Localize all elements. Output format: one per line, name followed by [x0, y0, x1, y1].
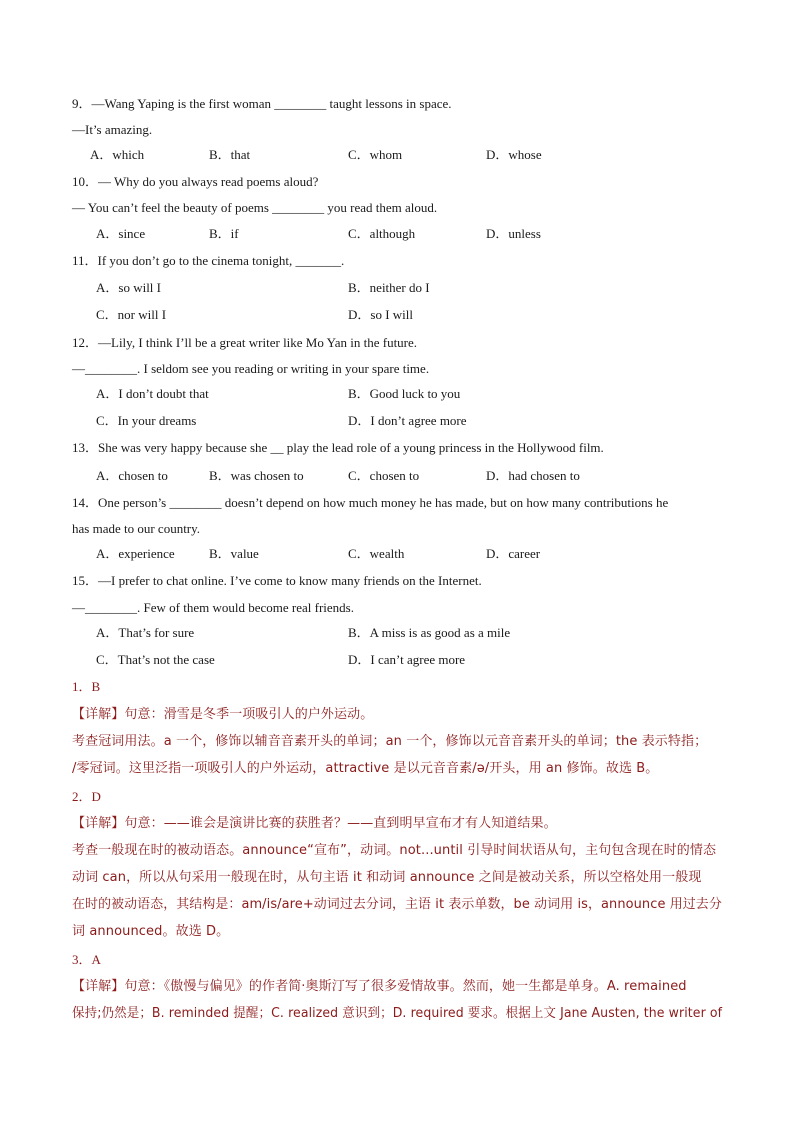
option-c: C．chosen to [348, 468, 420, 483]
option-a: A．experience [96, 546, 175, 561]
option-a: A．since [96, 226, 146, 241]
option-b: B．A miss is as good as a mile [348, 625, 511, 640]
option-b: B．value [209, 546, 259, 561]
answer-explanation-line: 考查冠词用法。a 一个，修饰以辅音音素开头的单词；an 一个，修饰以元音音素开头的单词；the 表示特指； [72, 734, 708, 749]
answer-explanation-line: 【详解】句意：滑雪是冬季一项吸引人的户外运动。 [72, 707, 374, 722]
answer-explanation-line: 【详解】句意：——谁会是演讲比赛的获胜者？——直到明早宣布才有人知道结果。 [72, 816, 557, 831]
answer-explanation-line: 词 announced。故选 D。 [72, 924, 230, 939]
option-c: C．wealth [348, 546, 405, 561]
question-stem: 14．One person’s ________ doesn’t depend on how much money he has made, but on how many contributions he [72, 495, 669, 510]
option-b: B．neither do I [348, 280, 430, 295]
option-a: A．so will I [96, 280, 162, 295]
question-stem: 10．— Why do you always read poems aloud? [72, 174, 319, 189]
answer-number: 1．B [72, 679, 101, 694]
question-stem: —It’s amazing. [72, 122, 153, 137]
question-stem: 9．—Wang Yaping is the first woman ________ taught lessons in space. [72, 96, 452, 111]
answer-explanation-line: 【详解】句意：《傲慢与偏见》的作者简·奥斯汀写了很多爱情故事。然而，她一生都是单身。A. remained [72, 979, 687, 994]
option-c: C．That’s not the case [96, 652, 215, 667]
answer-explanation-line: /零冠词。这里泛指一项吸引人的户外运动，attractive 是以元音音素/ə/开头，用 an 修饰。故选 B。 [72, 761, 659, 776]
question-stem: 11．If you don’t go to the cinema tonight, _______. [72, 253, 345, 268]
option-b: B．was chosen to [209, 468, 304, 483]
option-a: A．That’s for sure [96, 625, 195, 640]
option-a: A．chosen to [96, 468, 168, 483]
answer-explanation-line: 动词 can，所以从句采用一般现在时，从句主语 it 和动词 announce 之间是被动关系，所以空格处用一般现 [72, 870, 702, 885]
option-d: D．I don’t agree more [348, 413, 467, 428]
answer-number: 2．D [72, 789, 101, 804]
question-stem: — You can’t feel the beauty of poems ________ you read them aloud. [72, 200, 438, 215]
question-stem: —________. I seldom see you reading or writing in your spare time. [72, 361, 430, 376]
option-d: D．had chosen to [486, 468, 580, 483]
question-stem: 15．—I prefer to chat online. I’ve come to know many friends on the Internet. [72, 573, 482, 588]
option-b: B．Good luck to you [348, 386, 461, 401]
option-d: D．so I will [348, 307, 414, 322]
option-d: D．I can’t agree more [348, 652, 466, 667]
answer-explanation-line: 保持;仍然是；B. reminded 提醒；C. realized 意识到；D. required 要求。根据上文 Jane Austen, the writer of [72, 1006, 723, 1021]
question-stem: —________. Few of them would become real friends. [72, 600, 354, 615]
option-b: B．that [209, 147, 251, 162]
option-c: C．whom [348, 147, 403, 162]
question-stem: 12．—Lily, I think I’ll be a great writer like Mo Yan in the future. [72, 335, 418, 350]
question-stem: has made to our country. [72, 521, 201, 536]
option-b: B．if [209, 226, 239, 241]
option-a: A．I don’t doubt that [96, 386, 209, 401]
option-a: A．which [90, 147, 145, 162]
option-d: D．whose [486, 147, 542, 162]
question-stem: 13．She was very happy because she __ play the lead role of a young princess in the Hollywood film. [72, 440, 604, 455]
option-c: C．In your dreams [96, 413, 197, 428]
answer-number: 3．A [72, 952, 101, 967]
option-d: D．unless [486, 226, 541, 241]
answer-explanation-line: 考查一般现在时的被动语态。announce“宣布”，动词。not...until 引导时间状语从句，主句包含现在时的情态 [72, 843, 717, 858]
option-c: C．although [348, 226, 416, 241]
option-c: C．nor will I [96, 307, 167, 322]
answer-explanation-line: 在时的被动语态，其结构是：am/is/are+动词过去分词，主语 it 表示单数，be 动词用 is，announce 用过去分 [72, 897, 722, 912]
option-d: D．career [486, 546, 541, 561]
